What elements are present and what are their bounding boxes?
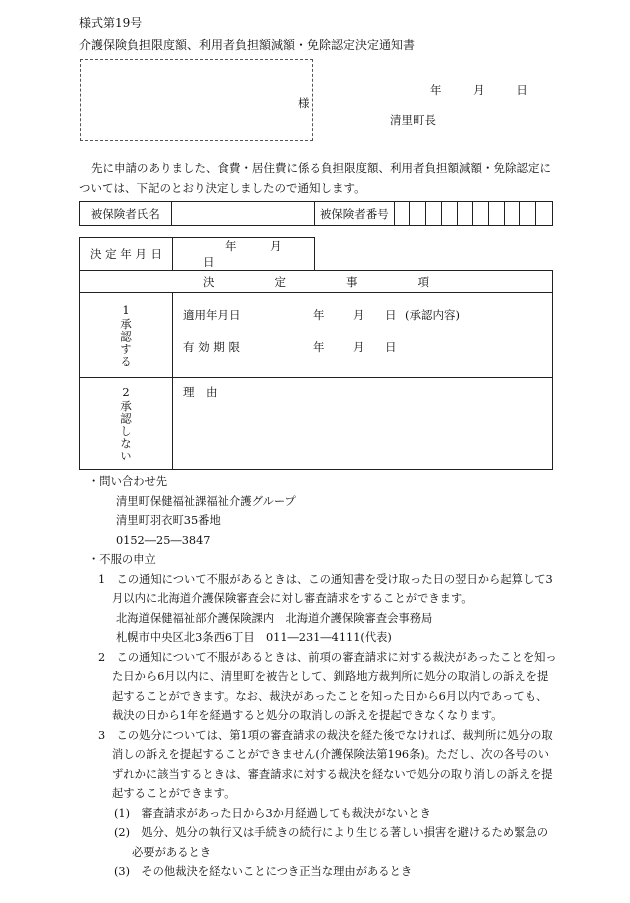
insured-number-digit[interactable] (394, 202, 410, 226)
insured-number-digit[interactable] (520, 202, 536, 226)
insured-name-field[interactable] (171, 202, 314, 226)
intro-text: 先に申請のありました、食費・居住費に係る負担限度額、利用者負担額減額・免除認定については、下記のとおり決定しましたので通知します。 (79, 161, 551, 195)
blank-cell (314, 238, 553, 271)
issue-month-label: 月 (473, 83, 485, 97)
approve-section-label (80, 293, 173, 378)
valid-period-label: 有 効 期 限 (183, 340, 240, 354)
applicable-day: 日 (385, 308, 397, 322)
decision-date-label: 決 定 年 月 日 (80, 238, 173, 271)
appeal-office: 北海道保健福祉部介護保険課内 北海道介護保険審査会事務局 (116, 611, 433, 625)
header-char: 項 (417, 274, 429, 289)
decision-items-header (80, 271, 553, 293)
applicable-date-label: 適用年月日 (183, 308, 241, 322)
addressee-honorific: 様 (298, 96, 310, 110)
intro-paragraph (79, 158, 559, 198)
insured-table (79, 201, 553, 226)
contact-address: 清里町羽衣町35番地 (116, 514, 221, 527)
issue-year-label: 年 (430, 83, 442, 97)
decision-day-label: 日 (203, 255, 215, 269)
form-number: 様式第19号 (79, 16, 143, 30)
insured-number-digit[interactable] (473, 202, 489, 226)
reject-section-label (80, 378, 173, 470)
valid-day: 日 (385, 340, 397, 354)
approve-content (173, 293, 553, 378)
insured-number-digit[interactable] (536, 202, 553, 226)
notes-section (88, 472, 558, 882)
appeal-sub-3: (3) その他裁決を経ないことにつき正当な理由があるとき (114, 865, 413, 878)
decision-date-field[interactable] (173, 238, 315, 271)
appeal-item-2: 2 この通知について不服があるときは、前項の審査請求に対する裁決があったことを知った日から6月以内に、清里町を被告として、釧路地方裁判所に処分の取消しの訴えを提起することができます。なお、裁決があったことを知った日から6月以内であっても、裁決の日から1年を経過すると処分の取消しの訴えを提起できなくなります。 (98, 650, 557, 722)
insured-number-digit[interactable] (410, 202, 426, 226)
header-char: 決 (203, 274, 215, 289)
reason-label: 理 由 (183, 385, 218, 399)
issuer-name: 清里町長 (390, 113, 436, 127)
approve-label-text: 1承認する (119, 302, 133, 368)
appeal-sub-2: (2) 処分、処分の執行又は手続きの続行により生じる著しい損害を避けるため緊急の必要があるとき (114, 826, 548, 859)
reject-label-text: 2承認しない (119, 384, 133, 463)
decision-year-label: 年 (225, 239, 237, 253)
reject-content (173, 378, 553, 470)
insured-name-label: 被保険者氏名 (80, 202, 172, 226)
insured-number-digit[interactable] (489, 202, 505, 226)
valid-month: 月 (353, 340, 365, 354)
decision-month-label: 月 (270, 239, 282, 253)
appeal-heading: ・不服の申立 (88, 553, 156, 566)
issue-day-label: 日 (516, 83, 528, 97)
contact-office: 清里町保健福祉課福祉介護グループ (116, 494, 296, 508)
issue-date (430, 82, 528, 98)
insured-number-digit[interactable] (426, 202, 442, 226)
approval-content-note: (承認内容) (405, 308, 460, 322)
decision-table (79, 237, 553, 470)
insured-number-digit[interactable] (504, 202, 520, 226)
addressee-box (80, 59, 313, 141)
contact-heading: ・問い合わせ先 (88, 475, 168, 488)
applicable-year: 年 (313, 308, 325, 322)
contact-phone: 0152―25―3847 (116, 533, 211, 547)
valid-year: 年 (313, 340, 325, 354)
insured-number-label: 被保険者番号 (314, 202, 394, 226)
applicable-month: 月 (353, 308, 365, 322)
appeal-address: 札幌市中央区北3条西6丁目 011―231―4111(代表) (116, 631, 392, 644)
appeal-item-3: 3 この処分については、第1項の審査請求の裁決を経た後でなければ、裁判所に処分の取消しの訴えを提起することができません(介護保険法第196条)。ただし、次の各号のいずれかに該当するときは、審査請求に対する裁決を経ないで処分の取り消しの訴えを提起することができます。 (98, 728, 553, 800)
insured-number-digit[interactable] (441, 202, 457, 226)
header-char: 事 (346, 274, 358, 289)
appeal-sub-1: (1) 審査請求があった日から3か月経過しても裁決がないとき (114, 806, 431, 820)
document-title: 介護保険負担限度額、利用者負担額減額・免除認定決定通知書 (79, 38, 416, 52)
insured-number-digit[interactable] (457, 202, 473, 226)
appeal-item-1: 1 この通知について不服があるときは、この通知書を受け取った日の翌日から起算して3月以内に北海道介護保険審査会に対し審査請求をすることができます。 (98, 572, 553, 605)
header-char: 定 (274, 274, 286, 289)
